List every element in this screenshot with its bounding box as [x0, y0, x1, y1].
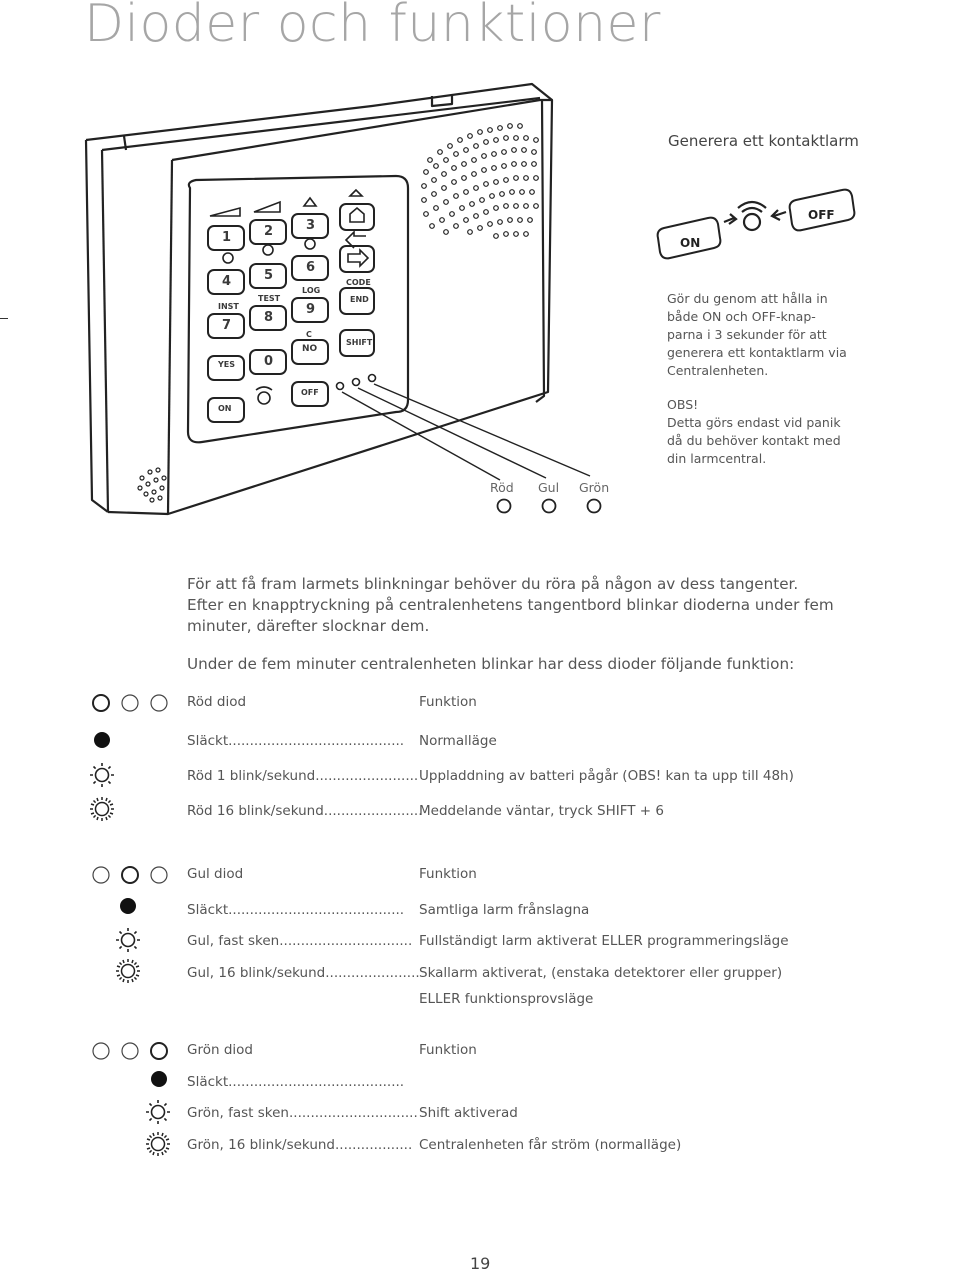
intro-paragraph	[187, 574, 834, 637]
green-func-header: Funktion	[419, 1042, 477, 1058]
combo-on-label: ON	[680, 236, 701, 250]
key-no[interactable]: NO	[302, 344, 318, 354]
green-table-header: Grön diod	[187, 1042, 253, 1058]
row-state: Grön, 16 blink/sekund	[187, 1137, 335, 1153]
table-row: Röd 16 blink/sekund.......................	[187, 803, 423, 819]
obs-line: då du behöver kontakt med	[667, 433, 841, 448]
row-state: Röd 1 blink/sekund	[187, 768, 316, 784]
table-row: Gul, 16 blink/sekund......................	[187, 965, 420, 981]
green-header-leds	[90, 1040, 170, 1064]
intro-paragraph-2: Under de fem minuter centralenheten blinkar har dess dioder följande funktion:	[187, 655, 795, 673]
row-function: Skallarm aktiverat, (enstaka detektorer eller grupper)	[419, 965, 783, 981]
key-7[interactable]: 7	[222, 318, 232, 333]
instruction-line: parna i 3 sekunder för att	[667, 327, 827, 342]
obs-line: Detta görs endast vid panik	[667, 415, 841, 430]
led-steady-icon	[115, 927, 143, 955]
table-row: Släckt.........................................	[187, 733, 405, 749]
device-off-button[interactable]: OFF	[301, 388, 319, 397]
led-steady-icon	[145, 1099, 173, 1127]
row-state: Släckt	[187, 733, 229, 749]
yellow-func-header: Funktion	[419, 866, 477, 882]
red-table-header: Röd diod	[187, 694, 247, 710]
instruction-line: Centralenheten.	[667, 363, 769, 378]
key-7-sub: INST	[218, 302, 239, 311]
row-state: Röd 16 blink/sekund	[187, 803, 324, 819]
key-3[interactable]: 3	[306, 218, 316, 233]
key-2[interactable]: 2	[264, 224, 274, 239]
device-on-button[interactable]: ON	[218, 404, 232, 413]
row-function: Normalläge	[419, 733, 497, 749]
row-function-extra: ELLER funktionsprovsläge	[419, 991, 594, 1007]
row-state: Släckt	[187, 902, 229, 918]
row-state: Släckt	[187, 1074, 229, 1090]
key-8-sub: TEST	[258, 294, 281, 303]
led-off-icon	[119, 897, 139, 917]
key-4[interactable]: 4	[222, 274, 232, 289]
row-state: Grön, fast sken	[187, 1105, 289, 1121]
row-function: Shift aktiverad	[419, 1105, 518, 1121]
key-1[interactable]: 1	[222, 230, 232, 245]
led-off-icon	[93, 731, 113, 751]
row-function: Meddelande väntar, tryck SHIFT + 6	[419, 803, 664, 819]
key-no-sub: C	[306, 330, 312, 339]
row-function: Fullständigt larm aktiverat ELLER programmeringsläge	[419, 933, 789, 949]
red-header-leds	[90, 692, 170, 716]
led-label-green: Grön	[579, 480, 610, 495]
table-row: Släckt.........................................	[187, 1074, 405, 1090]
row-function: Uppladdning av batteri pågår (OBS! kan ta upp till 48h)	[419, 768, 794, 784]
obs-note	[667, 396, 841, 468]
key-5[interactable]: 5	[264, 268, 274, 283]
led-off-icon	[150, 1070, 170, 1090]
table-row: Röd 1 blink/sekund........................	[187, 768, 419, 784]
intro-line: Efter en knapptryckning på centralenhetens tangentbord blinkar dioderna under fem	[187, 596, 834, 614]
key-end[interactable]: END	[350, 295, 369, 304]
led-blink-fast-icon	[145, 1131, 173, 1159]
table-row: Släckt.........................................	[187, 902, 405, 918]
combo-off-label: OFF	[808, 208, 835, 222]
row-function: Samtliga larm frånslagna	[419, 902, 590, 918]
led-blink-fast-icon	[89, 796, 117, 824]
red-func-header: Funktion	[419, 694, 477, 710]
table-row: Grön, 16 blink/sekund..................	[187, 1137, 413, 1153]
key-code-label: CODE	[346, 278, 371, 287]
intro-line: minuter, därefter slocknar dem.	[187, 617, 430, 635]
key-yes[interactable]: YES	[218, 360, 236, 369]
intro-line: För att få fram larmets blinkningar behöver du röra på någon av dess tangenter.	[187, 575, 799, 593]
led-label-yellow: Gul	[538, 480, 560, 495]
contact-alarm-instructions	[667, 290, 847, 380]
page-number: 19	[470, 1254, 491, 1273]
keypad	[0, 0, 960, 560]
row-state: Gul, 16 blink/sekund	[187, 965, 326, 981]
page-title: Dioder och funktioner	[84, 0, 661, 54]
row-function: Centralenheten får ström (normalläge)	[419, 1137, 682, 1153]
key-9-sub: LOG	[302, 286, 321, 295]
instruction-line: generera ett kontaktlarm via	[667, 345, 847, 360]
led-circles	[494, 496, 614, 520]
table-row: Gul, fast sken...............................	[187, 933, 413, 949]
obs-line: OBS!	[667, 397, 699, 412]
key-shift[interactable]: SHIFT	[346, 338, 373, 347]
yellow-header-leds	[90, 864, 170, 888]
contact-alarm-title: Generera ett kontaktlarm	[668, 132, 859, 150]
row-state: Gul, fast sken	[187, 933, 280, 949]
table-row: Grön, fast sken..............................	[187, 1105, 418, 1121]
obs-line: din larmcentral.	[667, 451, 767, 466]
led-red-icon	[498, 500, 511, 513]
key-6[interactable]: 6	[306, 260, 316, 275]
instruction-line: Gör du genom att hålla in	[667, 291, 828, 306]
led-yellow-icon	[543, 500, 556, 513]
key-9[interactable]: 9	[306, 302, 316, 317]
key-0[interactable]: 0	[264, 354, 274, 369]
led-blink-fast-icon	[115, 958, 143, 986]
led-blink-slow-icon	[89, 762, 117, 790]
led-green-icon	[588, 500, 601, 513]
instruction-line: både ON och OFF-knap-	[667, 309, 816, 324]
led-label-red: Röd	[490, 480, 514, 495]
yellow-table-header: Gul diod	[187, 866, 244, 882]
key-8[interactable]: 8	[264, 310, 274, 325]
